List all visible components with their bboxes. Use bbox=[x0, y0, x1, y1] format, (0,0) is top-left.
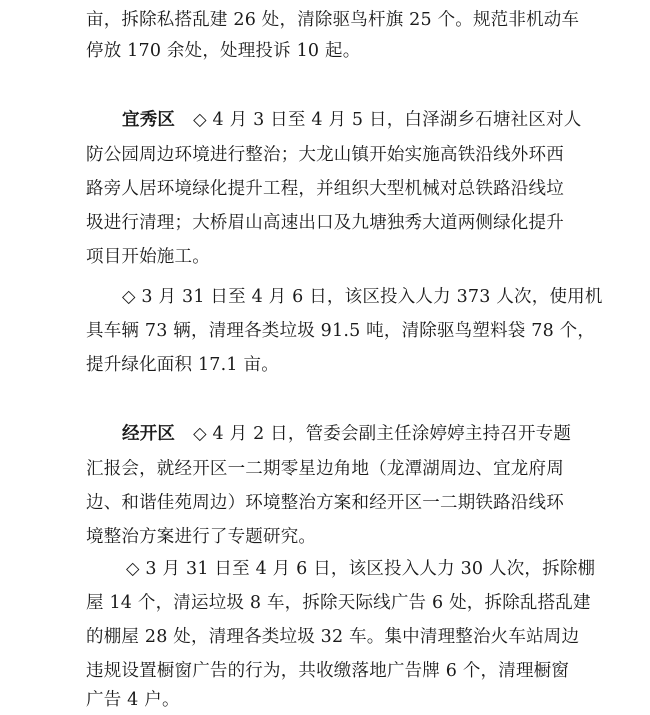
paragraph-line: 路旁人居环境绿化提升工程，并组织大型机械对总铁路沿线垃 bbox=[86, 179, 564, 199]
paragraph-text: ◇ 4 月 3 日至 4 月 5 日，白泽湖乡石塘社区对人 bbox=[193, 110, 582, 130]
section-first-line bbox=[122, 105, 581, 135]
paragraph-line: ◇ 3 月 31 日至 4 月 6 日，该区投入人力 30 人次，拆除棚 bbox=[126, 559, 596, 579]
paragraph-line: 的棚屋 28 处，清理各类垃圾 32 车。集中清理整治火车站周边 bbox=[86, 627, 580, 647]
paragraph-line: 境整治方案进行了专题研究。 bbox=[86, 527, 317, 547]
district-heading: 宜秀区 bbox=[122, 110, 176, 130]
paragraph-line: 亩，拆除私搭乱建 26 处，清除驱鸟杆旗 25 个。规范非机动车 bbox=[86, 10, 580, 30]
paragraph-line: ◇ 3 月 31 日至 4 月 6 日，该区投入人力 373 人次，使用机 bbox=[122, 287, 603, 307]
paragraph-line: 违规设置橱窗广告的行为，共收缴落地广告牌 6 个，清理橱窗 bbox=[86, 661, 570, 681]
paragraph-line: 提升绿化面积 17.1 亩。 bbox=[86, 355, 279, 375]
paragraph-line: 边、和谐佳苑周边）环境整治方案和经开区一二期铁路沿线环 bbox=[86, 493, 564, 513]
section-first-line bbox=[122, 419, 571, 449]
paragraph-line: 防公园周边环境进行整治；大龙山镇开始实施高铁沿线外环西 bbox=[86, 145, 564, 165]
paragraph-text: ◇ 4 月 2 日，管委会副主任涂婷婷主持召开专题 bbox=[193, 424, 572, 444]
paragraph-line: 屋 14 个，清运垃圾 8 车，拆除天际线广告 6 处，拆除乱搭乱建 bbox=[86, 593, 591, 613]
paragraph-line: 具车辆 73 辆，清理各类垃圾 91.5 吨，清除驱鸟塑料袋 78 个， bbox=[86, 321, 596, 341]
paragraph-line: 广告 4 户。 bbox=[86, 690, 180, 710]
district-heading: 经开区 bbox=[122, 424, 176, 444]
paragraph-line: 圾进行清理；大桥眉山高速出口及九塘独秀大道两侧绿化提升 bbox=[86, 213, 564, 233]
paragraph-line: 汇报会，就经开区一二期零星边角地（龙潭湖周边、宜龙府周 bbox=[86, 459, 564, 479]
paragraph-line: 项目开始施工。 bbox=[86, 247, 210, 267]
paragraph-line: 停放 170 余处，处理投诉 10 起。 bbox=[86, 41, 361, 61]
